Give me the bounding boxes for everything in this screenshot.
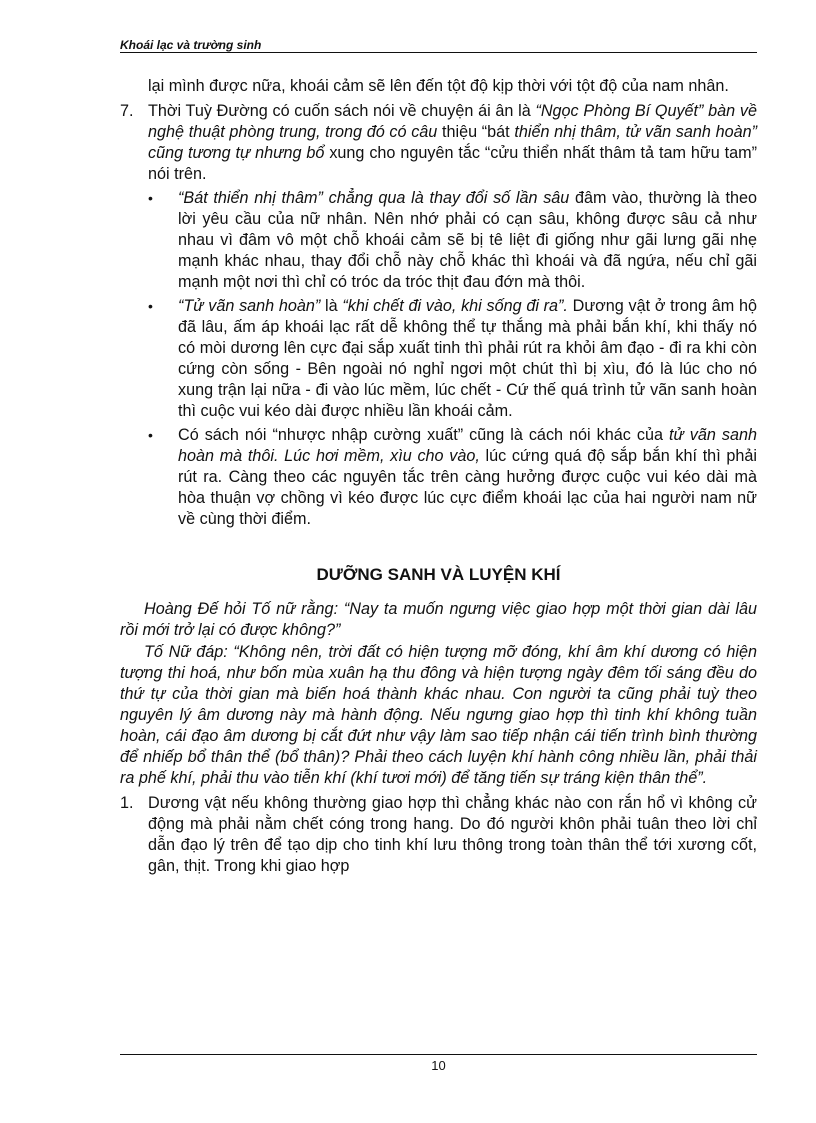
dialog-question: Hoàng Đế hỏi Tố nữ rằng: “Nay ta muốn ngưng việc giao hợp một thời gian dài lâu rồi mới trở lại có được không?”: [120, 600, 757, 639]
bullet-2-italic2: “khi chết đi vào, khi sống đi ra”.: [342, 297, 568, 315]
item-7-text: [148, 101, 757, 185]
item-1-text: Dương vật nếu không thường giao hợp thì chẳng khác nào con rắn hổ vì không cử động mà phải nằm chết cóng trong hang. Do đó người khôn phải tuân theo lời chỉ dẫn đạo lý trên để tạo dịp cho tinh khí lưu thông trong toàn thân thể tới xương cốt, gân, thịt. Trong khi giao hợp: [148, 794, 757, 875]
header-title: Khoái lạc và trường sinh: [120, 38, 262, 52]
bullet-2-mid: là: [320, 297, 343, 315]
section-title: DƯỠNG SANH VÀ LUYỆN KHÍ: [316, 565, 561, 584]
page-number: 10: [431, 1058, 446, 1073]
bullet-text-1: [178, 188, 757, 293]
item-7-part5: xung cho nguyên tắc “cửu thiển nhất thâm tả tam hữu tam” nói trên.: [148, 144, 758, 183]
bullet-symbol: •: [148, 298, 153, 314]
bullet-item-2: [148, 296, 757, 422]
list-item-1: [120, 793, 757, 877]
bullet-list: [120, 188, 757, 530]
item-number: 7.: [120, 102, 134, 120]
bullet-item-3: [148, 425, 757, 530]
list-item-7: [120, 101, 757, 185]
continuation-paragraph: lại mình được nữa, khoái cảm sẽ lên đến tột độ kịp thời với tột độ của nam nhân.: [148, 77, 729, 95]
bullet-symbol: •: [148, 190, 153, 206]
bullet-2-italic: “Tử vãn sanh hoàn”: [178, 297, 321, 315]
bullet-3-text1: Có sách nói “nhược nhập cường xuất” cũng là cách nói khác của: [178, 426, 670, 444]
bullet-2-text: Dương vật ở trong âm hộ đã lâu, ấm áp khoái lạc rất dễ không thể tự thắng mà phải bắn khí, khi thấy nó có mòi dương lên cực đại sắp xuất tinh thì phải rút ra khỏi âm đạo - đi ra khi còn cứng còn sống - Bên ngoài nó nghỉ ngơi một chút thì bị xìu, đó là lúc cho nó xung trận lại nữa - đi vào lúc mềm, lúc chết - Cứ thế quá trình tử vãn sanh hoàn thì cuộc vui kéo dài được nhiều lần khoái cảm.: [178, 297, 757, 420]
header-rule: [120, 52, 757, 53]
item-number: 1.: [120, 794, 134, 812]
bullet-text-3: [178, 425, 757, 530]
dialog-answer: Tố Nữ đáp: “Không nên, trời đất có hiện tượng mỡ đóng, khí âm khí dương có hiện tượng thi hoá, như bốn mùa xuân hạ thu đông và hiện tượng ngày đêm tối sáng đều do thứ tự của thời gian mà biến hoá thành khác nhau. Con người ta cũng phải tuỳ theo nguyên lý âm dương này mà hành động. Nếu ngưng giao hợp thì tinh khí không tuần hoàn, cái đạo âm dương bị cắt đứt như vậy làm sao tiếp nhận cái tiến trình bình thường để nhiếp bổ thân thể (bổ thân)? Phải theo cách luyện khí hành công nhiều lần, phải thải ra phế khí, phải thu vào tiễn khí (khí tươi mới) để tăng tiến sự tráng kiện thân thể”.: [120, 643, 757, 787]
bullet-3-italic: tử vãn sanh hoàn mà thôi. Lúc hơi mềm, xìu cho vào,: [178, 426, 758, 465]
footer-rule: [120, 1054, 757, 1055]
bullet-1-text: đâm vào, thường là theo lời yêu cầu của nữ nhân. Nên nhớ phải có cạn sâu, không được sâu cả như nhau vì đâm vô một chỗ khoái cảm sẽ bị tê liệt đi giống như gãi lưng gãi nhẹ mạnh khác nhau, thay đổi chỗ này chỗ khác thì khoái và đã ngứa, nếu chỉ gãi mạnh một nơi thì chỉ có tróc da tróc thịt đau đớn mà thôi.: [178, 189, 757, 291]
item-7-part3: thiệu “bát: [437, 123, 515, 141]
item-7-part1: Thời Tuỳ Đường có cuốn sách nói về chuyện ái ân là: [148, 102, 536, 120]
bullet-symbol: •: [148, 427, 153, 443]
bullet-item-1: [148, 188, 757, 293]
page-content: [120, 76, 757, 877]
bullet-3-text: lúc cứng quá độ sắp bắn khí thì phải rút ra. Càng theo các nguyên tắc trên càng hưởng được cuộc vui kéo dài mà hòa thuận vợ chồng vì kéo được lúc cực điểm khoái lạc của hai người nam nữ về cùng thời điểm.: [178, 447, 757, 528]
item-7-part2: “Ngọc Phòng Bí Quyết” bàn về nghệ thuật phòng trung, trong đó có câu: [148, 102, 757, 141]
bullet-1-italic: “Bát thiển nhị thâm” chẳng qua là thay đổi số lần sâu: [178, 189, 570, 207]
item-7-part4: thiển nhị thâm, tử vãn sanh hoàn” cũng tương tự nhưng bổ: [148, 123, 757, 162]
bullet-text-2: [178, 296, 757, 422]
